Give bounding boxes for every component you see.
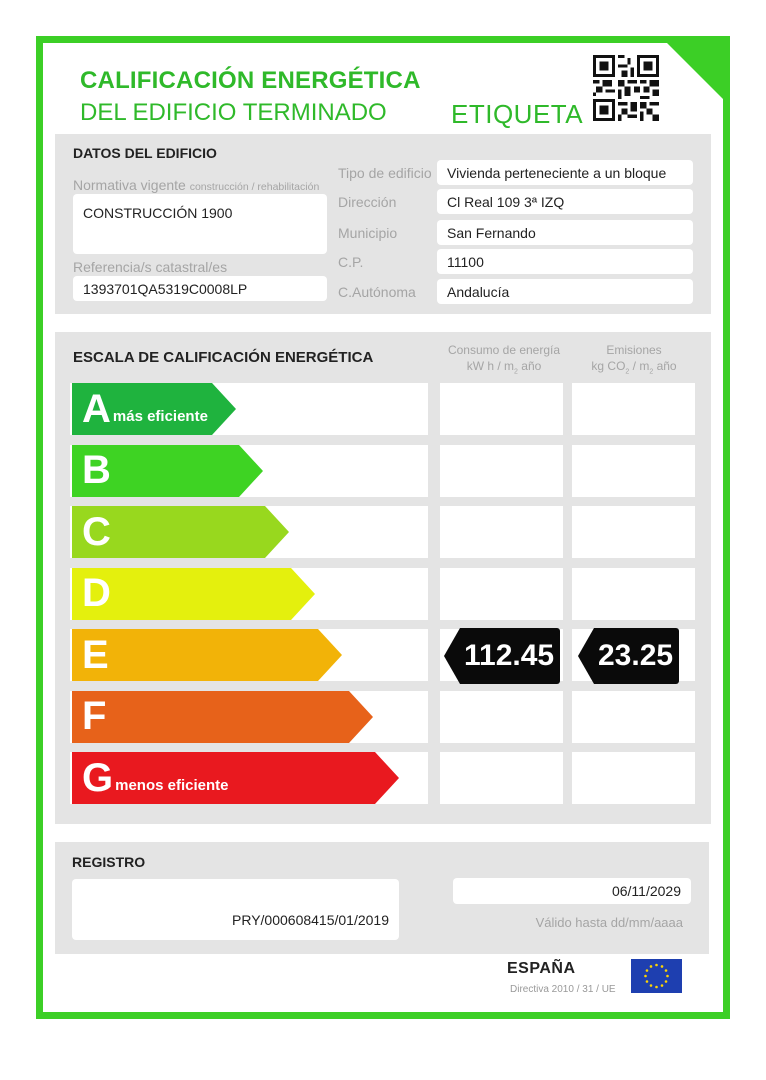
consumo-value: 112.45 (460, 628, 560, 684)
title-line1: CALIFICACIÓN ENERGÉTICA (80, 67, 421, 94)
normativa-label: Normativa vigente construcción / rehabilitación (73, 177, 320, 193)
consumo-cell (440, 445, 563, 497)
consumo-cell (440, 383, 563, 435)
band-letter: D (82, 571, 111, 615)
consumo-cell (440, 691, 563, 743)
emisiones-cell (572, 752, 695, 804)
municipio-value: San Fernando (437, 220, 693, 245)
registro-panel (55, 842, 709, 954)
eu-flag-icon (631, 959, 682, 993)
band-g (72, 752, 399, 804)
emisiones-cell (572, 691, 695, 743)
referencia-label: Referencia/s catastral/es (73, 259, 228, 275)
tipo-label: Tipo de edificio (338, 165, 432, 181)
consumo-cell (440, 568, 563, 620)
frame-corner (660, 36, 730, 106)
band-a (72, 383, 236, 435)
registro-title: REGISTRO (72, 854, 146, 870)
title-line2: DEL EDIFICIO TERMINADO (80, 99, 387, 126)
normativa-value: CONSTRUCCIÓN 1900 (73, 194, 327, 254)
band-sublabel: menos eficiente (115, 776, 229, 794)
emisiones-cell (572, 506, 695, 558)
emisiones-header: Emisiones kg $CO_2 / m_2$ año (591, 343, 677, 376)
datos-title: DATOS DEL EDIFICIO (73, 145, 217, 161)
emisiones-arrow (578, 628, 594, 684)
band-b (72, 445, 263, 497)
emisiones-indicator (578, 628, 679, 684)
band-f (72, 691, 373, 743)
band-d (72, 568, 315, 620)
escala-title: ESCALA DE CALIFICACIÓN ENERGÉTICA (73, 349, 374, 366)
emisiones-cell (572, 445, 695, 497)
consumo-cell (440, 752, 563, 804)
band-letter: B (82, 448, 111, 492)
consumo-indicator (444, 628, 560, 684)
cp-value: 11100 (437, 249, 693, 274)
country-label: ESPAÑA (507, 960, 576, 977)
emisiones-value: 23.25 (594, 628, 679, 684)
municipio-label: Municipio (338, 225, 398, 241)
valid-label: Válido hasta dd/mm/aaaa (535, 915, 683, 930)
emisiones-cell (572, 383, 695, 435)
registro-number: PRY/000608415/01/2019 (72, 879, 399, 940)
ca-value: Andalucía (437, 279, 693, 304)
cp-label: C.P. (338, 254, 364, 270)
qr-code-icon (593, 55, 659, 121)
band-c (72, 506, 289, 558)
directiva-label: Directiva 2010 / 31 / UE (510, 984, 616, 995)
direccion-value: Cl Real 109 3ª IZQ (437, 189, 693, 214)
band-e (72, 629, 342, 681)
band-letter: A (82, 386, 111, 431)
direccion-label: Dirección (338, 194, 397, 210)
emisiones-cell (572, 568, 695, 620)
band-letter: F (82, 694, 107, 738)
consumo-header: Consumo de energía kW h / $m_2$ año (447, 343, 561, 376)
band-letter: G (82, 755, 114, 800)
etiqueta-label: ETIQUETA (451, 99, 584, 129)
band-sublabel: más eficiente (112, 407, 208, 425)
consumo-arrow (444, 628, 460, 684)
band-letter: C (82, 509, 111, 554)
consumo-cell (440, 506, 563, 558)
referencia-value: 1393701QA5319C0008LP (73, 276, 327, 301)
valid-date: 06/11/2029 (453, 878, 691, 904)
band-letter: E (82, 632, 109, 677)
escala-panel (55, 332, 711, 824)
ca-label: C.Autónoma (338, 284, 416, 300)
datos-panel (55, 134, 711, 314)
tipo-value: Vivienda perteneciente a un bloque (437, 160, 693, 185)
